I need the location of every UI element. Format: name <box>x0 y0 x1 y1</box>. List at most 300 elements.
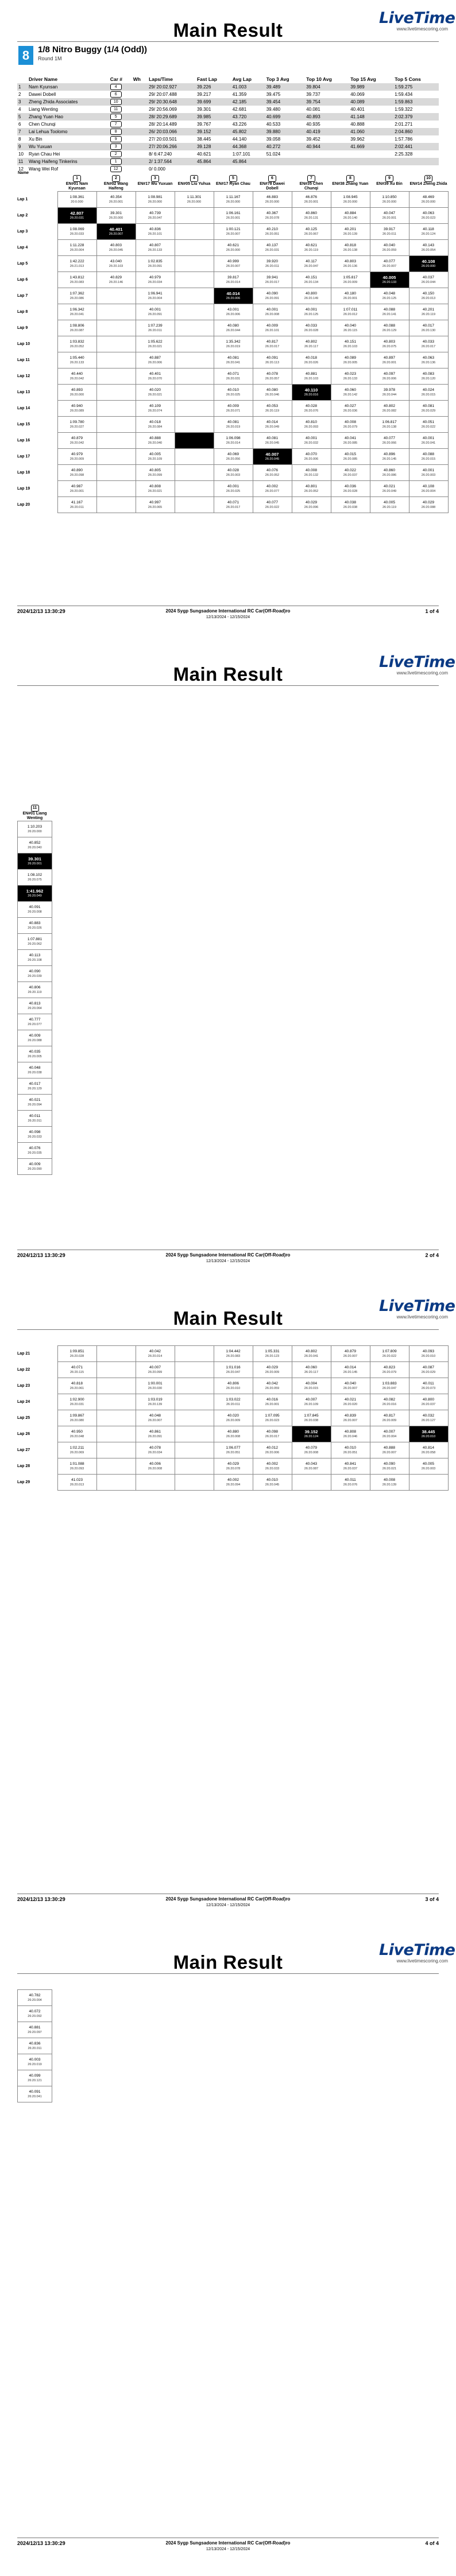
lap-cumulative: 26:20.038 <box>304 1418 319 1422</box>
driver-column-header <box>136 175 175 192</box>
lap-label: Lap 20 <box>17 502 30 507</box>
lap-cumulative: 26:20.026 <box>28 926 42 930</box>
result-laps: 0/ 0.000 <box>149 166 165 172</box>
lap-cumulative: 26:20.011 <box>148 328 163 332</box>
lap-time: 40.008 <box>306 468 317 472</box>
result-t10: 39.737 <box>306 92 320 97</box>
lap-cumulative: 26:20.007 <box>343 1418 358 1422</box>
result-avg: 41.003 <box>231 83 265 91</box>
result-fast: 39.226 <box>196 83 231 91</box>
result-car <box>109 143 132 150</box>
lap-time-cell <box>175 1378 214 1394</box>
result-name <box>28 91 109 98</box>
lap-time: 42.807 <box>70 210 84 216</box>
result-t3: 39.880 <box>265 128 305 135</box>
lap-time-cell <box>253 1475 292 1491</box>
lap-time: 1:02.211 <box>69 1445 84 1450</box>
result-fast: 39.301 <box>196 107 211 112</box>
result-t3: 40.272 <box>265 143 305 150</box>
lap-time-cell <box>253 401 292 417</box>
footer-event: 2024 Sygp Sungsadone International RC Car(Off-Road)ro <box>165 1252 291 1258</box>
lap-cumulative: 26:20.021 <box>148 344 163 348</box>
lap-row <box>18 1127 52 1143</box>
lap-cumulative: 26:20.006 <box>265 1450 280 1454</box>
lap-cumulative: 26:20.006 <box>226 296 241 300</box>
car-number-badge: 8 <box>346 175 354 182</box>
lap-time-cell <box>175 368 214 385</box>
lap-time-cell <box>331 304 370 320</box>
lap-time: 40.077 <box>266 500 278 505</box>
result-avg: 1:07.101 <box>232 152 250 157</box>
lap-time-cell <box>214 1458 253 1475</box>
lap-time-cell <box>136 433 175 449</box>
lap-time-cell <box>175 465 214 481</box>
result-t3: 39.489 <box>265 83 305 91</box>
lap-time: 1:43.812 <box>69 275 84 280</box>
lap-cumulative: 26:20.016 <box>304 393 319 397</box>
spacer <box>331 171 370 175</box>
lap-time-cell <box>136 224 175 240</box>
result-name <box>28 83 109 91</box>
lap-cumulative: 26:20.079 <box>382 1370 397 1374</box>
lap-time-cell <box>136 304 175 320</box>
lap-time-cell <box>331 208 370 224</box>
lap-time-cell <box>409 1394 448 1410</box>
lap-time: 40.005 <box>384 500 395 505</box>
lap-time-cell <box>57 385 96 401</box>
result-laps: 26/ 20:03.066 <box>148 128 196 135</box>
footer-dates: 12/13/2024 - 12/15/2024 <box>206 2547 250 2551</box>
lap-time-cell <box>409 433 448 449</box>
lap-time: 1:41.962 <box>26 888 44 894</box>
lap-label: Lap 11 <box>17 358 30 362</box>
lap-time-cell <box>96 208 136 224</box>
page-2 <box>0 644 456 1288</box>
lap-time: 1:07.095 <box>265 1413 280 1418</box>
lap-time-cell <box>253 304 292 320</box>
lap-time: 40.806 <box>29 985 41 990</box>
lap-cumulative: 26:20.127 <box>421 1418 436 1422</box>
lap-time: 40.151 <box>345 339 356 344</box>
lap-cumulative: 26:20.008 <box>28 910 42 914</box>
result-t10: 40.893 <box>305 113 349 121</box>
lap-cumulative: 26:20.121 <box>28 2078 42 2082</box>
lap-time: 40.097 <box>384 371 395 376</box>
lap-time-cell <box>96 433 136 449</box>
lap-cumulative: 26:20.125 <box>304 312 319 316</box>
driver-name: Zheng Zhida Associates <box>29 99 78 104</box>
lap-time-cell <box>214 240 253 256</box>
lap-time: 1:06.342 <box>69 307 84 312</box>
lap-time: 40.099 <box>29 2073 41 2078</box>
lap-time: 1:09.851 <box>69 1349 84 1353</box>
lap-cumulative: 26:20.088 <box>28 1038 42 1042</box>
lap-label: Lap 18 <box>17 470 30 475</box>
driver-name: Dawei Dobell <box>29 92 56 97</box>
lap-time-cell <box>18 854 52 870</box>
footer-page-number: 3 of 4 <box>425 1896 439 1902</box>
lap-time-cell <box>136 208 175 224</box>
grid-name-row <box>17 171 448 175</box>
lap-time-cell <box>370 465 409 481</box>
lap-time: 40.021 <box>384 484 395 488</box>
lap-label: Lap 26 <box>17 1431 30 1436</box>
lap-cumulative: 26:20.001 <box>382 216 397 220</box>
lap-time-cell <box>331 224 370 240</box>
lap-cumulative: 26:20.007 <box>109 232 123 236</box>
lap-cumulative: 26:20.022 <box>265 505 280 509</box>
lap-time-cell <box>331 288 370 304</box>
lap-cumulative: 26:20.037 <box>343 1467 358 1471</box>
lap-cumulative: 26:20.027 <box>69 425 84 429</box>
driver-name: EN#05 Liu Yuhua <box>177 182 211 186</box>
lap-time: 40.803 <box>384 339 395 344</box>
lap-cumulative: 26:20.061 <box>69 1386 84 1390</box>
lap-row <box>18 1046 52 1062</box>
lap-time-cell <box>175 272 214 288</box>
lap-time: 40.879 <box>345 1349 356 1353</box>
lap-time-cell <box>214 1410 253 1426</box>
result-position: 12 <box>18 166 24 172</box>
result-laps: 29/ 20:30.648 <box>148 98 196 106</box>
lap-time: 40.089 <box>345 355 356 360</box>
car-number-badge: 11 <box>110 106 122 112</box>
lap-cumulative: 26:20.019 <box>226 344 241 348</box>
spacer <box>214 171 253 175</box>
lap-row <box>18 1014 52 1030</box>
lap-time: 40.001 <box>306 307 317 312</box>
lap-time: 40.083 <box>423 371 434 376</box>
lap-time-cell <box>409 352 448 368</box>
lap-time: 40.015 <box>345 452 356 456</box>
lap-time: 40.890 <box>71 468 83 472</box>
result-t15: 41.060 <box>349 128 393 135</box>
lap-label: Lap 16 <box>17 438 30 443</box>
result-position: 6 <box>18 122 21 127</box>
lap-time-cell <box>409 208 448 224</box>
lap-time: 40.802 <box>384 404 395 408</box>
lap-cumulative: 26:20.006 <box>382 377 397 381</box>
lap-time-cell <box>331 1442 370 1458</box>
lap-cumulative: 26:20.078 <box>265 216 280 220</box>
lap-time-cell <box>370 368 409 385</box>
lap-time-cell <box>331 272 370 288</box>
lap-time: 40.440 <box>71 371 83 376</box>
lap-time-cell <box>253 256 292 272</box>
lap-time: 40.897 <box>384 355 395 360</box>
lap-row <box>18 982 52 998</box>
report-title: Main Result <box>173 664 283 685</box>
lap-cumulative: 26:20.067 <box>304 232 319 236</box>
result-t5c: 1:59.322 <box>395 107 413 112</box>
lap-time: 40.029 <box>227 1461 239 1466</box>
lap-time: 40.004 <box>306 1381 317 1386</box>
driver-name: EN#17 Ryan Chau <box>216 182 250 186</box>
lap-cumulative: 26:20.083 <box>69 280 84 284</box>
lap-label: Lap 24 <box>17 1399 30 1404</box>
lap-time: 40.001 <box>227 484 239 488</box>
report-title: Main Result <box>173 1952 283 1973</box>
lap-cumulative: 26:20.014 <box>226 441 241 445</box>
lap-time-cell <box>214 352 253 368</box>
lap-time-cell <box>96 1458 136 1475</box>
result-fast: 39.767 <box>196 122 211 127</box>
lap-row <box>17 1442 448 1458</box>
lap-time-cell <box>136 1426 175 1442</box>
lap-cumulative: 26:20.004 <box>28 1998 42 2002</box>
lap-time-cell <box>292 401 331 417</box>
lap-time: 40.007 <box>149 1365 161 1370</box>
lap-time-cell <box>370 1362 409 1378</box>
lap-time: 40.001 <box>266 307 278 312</box>
lap-cumulative: 26:20.101 <box>148 232 163 236</box>
lap-time-cell <box>409 1346 448 1362</box>
lap-time: 40.001 <box>423 468 434 472</box>
lap-cumulative: 26:20.091 <box>148 312 163 316</box>
lap-cumulative: 26:20.109 <box>304 1402 319 1406</box>
lap-time: 48.469 <box>423 195 434 199</box>
driver-column-header <box>175 175 214 192</box>
lap-time: 40.060 <box>306 1365 317 1370</box>
lap-cumulative: 26:20.082 <box>382 409 397 413</box>
lap-cumulative: 26:20.089 <box>69 409 84 413</box>
lap-time-cell <box>136 352 175 368</box>
lap-time: 40.033 <box>423 339 434 344</box>
lap-time-cell <box>331 497 370 513</box>
lap-label: Lap 6 <box>17 277 28 282</box>
lap-cumulative: 26:20.011 <box>28 2046 42 2050</box>
lap-time: 40.813 <box>29 1001 41 1006</box>
lap-time: 40.881 <box>306 371 317 376</box>
lap-row <box>17 288 448 304</box>
lap-cumulative: 26:20.023 <box>421 216 436 220</box>
lap-time: 1:00.001 <box>148 1381 163 1386</box>
logo-word: LiveTime <box>379 653 455 671</box>
lap-label: Lap 2 <box>17 213 28 218</box>
lap-label: Lap 21 <box>17 1351 30 1356</box>
lap-time: 40.098 <box>266 1429 278 1434</box>
lap-cumulative: 26:20.025 <box>226 489 241 493</box>
lap-time-cell <box>57 417 96 433</box>
driver-name: Nam Kyunsan <box>29 84 58 90</box>
lap-time-cell <box>370 320 409 336</box>
lap-time-cell <box>214 1442 253 1458</box>
lap-row <box>17 224 448 240</box>
result-name <box>28 128 109 135</box>
lap-row <box>18 2086 52 2102</box>
lap-time-cell <box>136 1458 175 1475</box>
logo-url: www.livetimescoring.com <box>396 1958 448 1964</box>
lap-time-cell <box>57 1410 96 1426</box>
lap-time: 40.002 <box>266 1461 278 1466</box>
lap-time-cell <box>292 1410 331 1426</box>
lap-time-cell <box>331 465 370 481</box>
lap-cumulative: 26:20.013 <box>421 296 436 300</box>
grid-name-label: Name <box>18 171 29 175</box>
lap-time: 40.888 <box>384 1445 395 1450</box>
result-t15 <box>349 158 393 165</box>
footer-timestamp: 2024/12/13 13:30:29 <box>17 2540 65 2546</box>
lap-cumulative: 26:20.101 <box>265 328 280 332</box>
lap-time-cell <box>409 1442 448 1458</box>
lap-cumulative: 26:20.014 <box>226 280 241 284</box>
lap-time: 40.063 <box>423 211 434 215</box>
lap-time-cell <box>96 1362 136 1378</box>
lap-cumulative: 26:20.042 <box>69 377 84 381</box>
lap-time: 40.029 <box>266 1365 278 1370</box>
lap-cumulative: 26:20.008 <box>265 312 280 316</box>
driver-name: EN#14 Zheng Zhida <box>409 182 447 186</box>
lap-time-cell <box>57 1458 96 1475</box>
lap-time-cell <box>136 1378 175 1394</box>
lap-time: 1:03.832 <box>69 339 84 344</box>
lap-cumulative: 26:20.109 <box>148 457 163 461</box>
lap-time: 1:06.098 <box>226 436 241 440</box>
result-car <box>109 150 132 158</box>
lap-cumulative: 26:20.010 <box>421 1354 436 1358</box>
footer-page-number: 4 of 4 <box>425 2540 439 2546</box>
lap-time: 40.071 <box>71 1365 83 1370</box>
lap-time: 40.021 <box>29 1097 41 1102</box>
lap-cumulative: 26:20.145 <box>382 457 397 461</box>
lap-time-cell <box>253 368 292 385</box>
lap-time: 1:07.239 <box>148 323 163 328</box>
lap-time: 40.035 <box>29 1049 41 1054</box>
lap-time-cell <box>292 1346 331 1362</box>
lap-time: 40.082 <box>384 1397 395 1402</box>
lap-time-cell <box>214 1394 253 1410</box>
result-t3: 51.024 <box>266 152 281 157</box>
lap-time: 40.884 <box>345 211 356 215</box>
lap-time: 40.841 <box>345 1461 356 1466</box>
lap-cumulative: 26:20.045 <box>265 441 280 445</box>
lap-time: 39.152 <box>304 1429 318 1434</box>
lap-row <box>17 208 448 224</box>
result-t10: 39.452 <box>306 137 320 142</box>
lap-time-cell <box>136 481 175 497</box>
lap-cumulative: 26:20.014 <box>148 1354 163 1358</box>
car-number-badge: 8 <box>110 129 122 135</box>
lap-time: 1:08.069 <box>69 227 84 231</box>
lap-cumulative: 26:20.133 <box>69 360 84 364</box>
lap-time-cell <box>18 1990 52 2006</box>
lap-time: 40.860 <box>384 468 395 472</box>
lap-cumulative: 26:20.008 <box>304 1450 319 1454</box>
lap-time: 40.021 <box>345 1397 356 1402</box>
result-wh <box>132 83 148 91</box>
lap-time-cell <box>331 1458 370 1475</box>
result-t10: 40.944 <box>305 143 349 150</box>
lap-cumulative: 26:20.086 <box>69 296 84 300</box>
lap-cumulative: 26:20.031 <box>226 377 241 381</box>
lap-time-cell <box>253 352 292 368</box>
summary-header: Avg Lap <box>232 76 252 82</box>
lap-label: Lap 5 <box>17 261 28 266</box>
lap-time: 40.041 <box>345 436 356 440</box>
result-laps: 27/ 20:06.266 <box>148 143 196 150</box>
lap-cumulative: 26:20.065 <box>148 505 163 509</box>
lap-time: 40.069 <box>227 452 239 456</box>
lap-row <box>17 417 448 433</box>
race-round: Round 1M <box>38 56 62 61</box>
result-car <box>109 83 132 91</box>
lap-time: 1:03.019 <box>148 1397 163 1402</box>
lap-cumulative: 26:20.076 <box>343 1483 358 1487</box>
logo-url: www.livetimescoring.com <box>396 670 448 676</box>
result-avg: 42.185 <box>231 98 265 106</box>
lap-time-cell <box>18 2038 52 2054</box>
lap-cumulative: 26:20.124 <box>421 232 436 236</box>
lap-time: 1:07.809 <box>382 1349 397 1353</box>
lap-time-cell <box>253 208 292 224</box>
lap-time: 40.028 <box>306 404 317 408</box>
lap-row <box>17 256 448 272</box>
lap-time: 40.010 <box>227 387 239 392</box>
result-car <box>109 113 132 121</box>
lap-cumulative: 26:20.007 <box>148 1418 163 1422</box>
lap-row <box>17 272 448 288</box>
lap-time-cell <box>331 336 370 352</box>
car-number-badge: 10 <box>110 99 122 105</box>
lap-time-cell <box>214 385 253 401</box>
lap-time-cell <box>409 449 448 465</box>
lap-time-cell <box>214 368 253 385</box>
lap-cumulative: 26:20.013 <box>69 1483 84 1487</box>
lap-cumulative: 26:20.117 <box>304 1370 319 1374</box>
lap-time-cell <box>214 192 253 208</box>
race-number-badge: 8 <box>18 46 33 65</box>
lap-cumulative: 26:20.035 <box>28 1151 42 1155</box>
lap-time-cell <box>409 1378 448 1394</box>
lap-time-cell <box>214 1346 253 1362</box>
lap-time: 40.621 <box>306 243 317 247</box>
footer-dates: 12/13/2024 - 12/15/2024 <box>206 1259 250 1263</box>
car-number-badge: 6 <box>268 175 276 182</box>
lap-time: 1:09.780 <box>69 420 84 424</box>
lap-time: 40.029 <box>306 500 317 505</box>
result-position: 3 <box>17 98 28 106</box>
lap-time: 1:08.806 <box>69 323 84 328</box>
lap-time: 1:01.088 <box>69 1461 84 1466</box>
result-wh <box>132 158 148 165</box>
lap-cumulative: 26:20.004 <box>69 248 84 252</box>
lap-cumulative: 26:20.103 <box>109 264 123 268</box>
result-t15: 39.989 <box>349 83 393 91</box>
lap-time: 40.048 <box>29 1065 41 1070</box>
result-name <box>28 135 109 143</box>
result-wh <box>132 121 148 128</box>
driver-name: Wu Yuxuan <box>29 144 52 149</box>
lap-time-cell <box>409 320 448 336</box>
lap-time: 1:06.817 <box>382 420 397 424</box>
lap-time-cell <box>57 320 96 336</box>
lap-cumulative: 26:20.003 <box>421 473 436 477</box>
lap-time-cell <box>253 497 292 513</box>
lap-time-cell <box>57 465 96 481</box>
lap-cumulative: 26:20.038 <box>343 505 358 509</box>
lap-time-cell <box>253 433 292 449</box>
lap-time: 40.088 <box>384 323 395 328</box>
lap-cumulative: 26:20.010 <box>421 1434 436 1438</box>
lap-time: 39.941 <box>266 275 278 280</box>
lap-cumulative: 26:20.051 <box>265 232 280 236</box>
lap-time-cell <box>96 256 136 272</box>
lap-time-cell <box>96 1410 136 1426</box>
lap-cumulative: 26:20.033 <box>69 232 84 236</box>
lap-time-cell <box>409 192 448 208</box>
lap-time: 40.003 <box>29 2057 41 2062</box>
lap-row <box>17 385 448 401</box>
